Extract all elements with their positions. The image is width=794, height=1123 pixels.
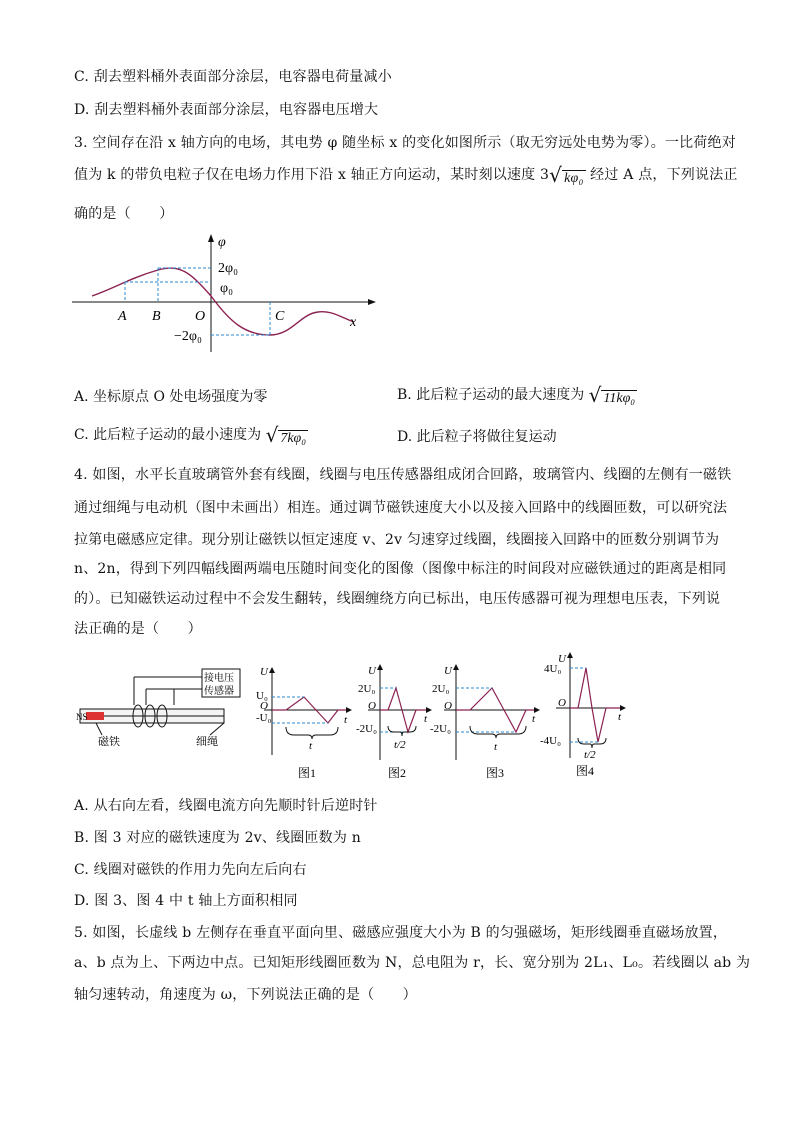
pos-label: 2U₀ bbox=[432, 683, 450, 695]
q4-stem-line1: 4. 如图，水平长直玻璃管外套有线圈，线圈与电压传感器组成闭合回路，玻璃管内、线圈的左侧有一磁铁 bbox=[74, 467, 732, 483]
o-label: O bbox=[368, 700, 376, 712]
q3-option-a: A. 坐标原点 O 处电场强度为零 bbox=[74, 389, 268, 405]
voltage-curve bbox=[570, 668, 620, 742]
u-label: U bbox=[558, 653, 566, 665]
q3-option-b-radicand: 11kφ₀ bbox=[603, 391, 636, 406]
q5-stem-line1: 5. 如图，长虚线 b 左侧存在垂直平面向里、磁感应强度大小为 B 的匀强磁场，矩形线圈垂直磁场放置， bbox=[74, 925, 728, 941]
o-label: O bbox=[444, 700, 452, 712]
span-label: t/2 bbox=[584, 749, 596, 761]
magnet-pointer bbox=[96, 723, 102, 735]
q3-option-b-text: B. 此后粒子运动的最大速度为 bbox=[397, 387, 589, 403]
pos-label: 4U₀ bbox=[544, 663, 562, 675]
y-axis-arrow bbox=[208, 234, 214, 242]
rope-pointer bbox=[210, 723, 224, 735]
caption: 图1 bbox=[298, 766, 317, 780]
o-label: O bbox=[558, 697, 566, 709]
u-label: U bbox=[368, 665, 376, 677]
label-A: A bbox=[118, 309, 127, 324]
t-label: t bbox=[424, 713, 428, 725]
label-phi-axis: φ bbox=[218, 235, 226, 250]
q3-option-b bbox=[397, 383, 637, 407]
label-phi0: φ₀ bbox=[220, 281, 233, 296]
sensor-label-2: 传感器 bbox=[204, 686, 234, 697]
q4-graph-3 bbox=[430, 660, 544, 782]
q3-stem-line2 bbox=[74, 163, 738, 187]
pos-label: 2U₀ bbox=[358, 683, 376, 695]
u-label: U bbox=[444, 665, 452, 677]
label-O: O bbox=[195, 309, 206, 324]
u-axis-arrow bbox=[269, 667, 275, 673]
magnet-label: 磁铁 bbox=[98, 736, 120, 748]
q4-option-d: D. 图 3、图 4 中 t 轴上方面积相同 bbox=[74, 893, 298, 909]
span-brace bbox=[578, 738, 606, 748]
q4-stem-line6: 法正确的是（ ） bbox=[74, 621, 202, 637]
neg-label: -2U₀ bbox=[356, 723, 377, 735]
q3-option-c-radicand: 7kφ₀ bbox=[280, 431, 307, 446]
q3-option-b-sqrt: √ 11kφ₀ bbox=[588, 383, 636, 407]
caption: 图2 bbox=[388, 766, 407, 780]
magnet-icon bbox=[86, 712, 104, 720]
q4-option-a: A. 从右向左看，线圈电流方向先顺时针后逆时针 bbox=[74, 798, 378, 814]
u-axis-arrow bbox=[377, 664, 383, 670]
span-label: t/2 bbox=[394, 739, 406, 751]
q4-graph-1 bbox=[256, 665, 356, 783]
pos-label: U₀ bbox=[256, 690, 268, 702]
q3-option-c-text: C. 此后粒子运动的最小速度为 bbox=[74, 427, 266, 443]
label-2phi0: 2φ₀ bbox=[218, 261, 238, 276]
q3-speed-sqrt: √ kφ₀ bbox=[549, 163, 584, 187]
t-label: t bbox=[532, 713, 536, 725]
label-neg2phi0: −2φ₀ bbox=[174, 329, 202, 344]
x-axis-arrow bbox=[368, 299, 376, 305]
q3-option-d: D. 此后粒子将做往复运动 bbox=[397, 429, 557, 445]
q3-stem-line2-part1: 值为 k 的带负电粒子仅在电场力作用下沿 x 轴正方向运动，某时刻以速度 3 bbox=[74, 167, 550, 183]
q3-option-c-sqrt: √ 7kφ₀ bbox=[265, 423, 307, 447]
q5-stem-line3: 轴匀速转动，角速度为 ω，下列说法正确的是（ ） bbox=[74, 987, 417, 1003]
q3-speed-radicand: kφ₀ bbox=[564, 171, 584, 186]
t-label: t bbox=[618, 711, 622, 723]
o-label: O bbox=[260, 700, 268, 712]
u-label: U bbox=[260, 666, 268, 678]
rope-label: 细绳 bbox=[196, 736, 218, 748]
q3-potential-graph bbox=[70, 230, 380, 355]
span-brace bbox=[286, 727, 338, 739]
caption: 图4 bbox=[576, 764, 595, 778]
q2-option-d: D. 刮去塑料桶外表面部分涂层，电容器电压增大 bbox=[74, 102, 379, 118]
q4-stem-line3: 拉第电磁感应定律。现分别让磁铁以恒定速度 v、2v 匀速穿过线圈，线圈接入回路中的匝数分别调节为 bbox=[74, 532, 720, 548]
q3-stem-line1: 3. 空间存在沿 x 轴方向的电场，其电势 φ 随坐标 x 的变化如图所示（取无穷远处电势为零）。一比荷绝对 bbox=[74, 135, 736, 151]
label-x-axis: x bbox=[350, 315, 357, 330]
neg-label: -U₀ bbox=[256, 712, 272, 724]
u-axis-arrow bbox=[567, 652, 573, 658]
q3-stem-line3: 确的是（ ） bbox=[74, 206, 174, 222]
q4-apparatus-diagram bbox=[74, 665, 254, 750]
q5-stem-line2: a、b 点为上、下两边中点。已知矩形线圈匝数为 N，总电阻为 r，长、宽分别为 2L₁、L₀。若线圈以 ab 为 bbox=[74, 955, 751, 971]
q2-option-c: C. 刮去塑料桶外表面部分涂层，电容器电荷量减小 bbox=[74, 69, 392, 85]
label-B: B bbox=[152, 309, 161, 324]
sensor-label-1: 接电压 bbox=[204, 673, 234, 684]
label-C: C bbox=[275, 309, 285, 324]
span-label: t bbox=[494, 741, 498, 753]
q3-option-c bbox=[74, 423, 308, 447]
q4-stem-line4: n、2n，得到下列四幅线圈两端电压随时间变化的图像（图像中标注的时间段对应磁铁通过的距离是相同 bbox=[74, 561, 727, 577]
q4-option-c: C. 线圈对磁铁的作用力先向左后向右 bbox=[74, 862, 307, 878]
caption: 图3 bbox=[486, 766, 505, 780]
q3-stem-line2-part2: 经过 A 点，下列说法正 bbox=[585, 167, 738, 183]
q4-option-b: B. 图 3 对应的磁铁速度为 2v、线圈匝数为 n bbox=[74, 830, 361, 846]
span-brace bbox=[388, 726, 416, 736]
u-axis-arrow bbox=[453, 664, 459, 670]
t-axis-arrow bbox=[346, 707, 352, 713]
q4-graph-4 bbox=[540, 648, 630, 782]
q4-stem-line2: 通过细绳与电动机（图中未画出）相连。通过调节磁铁速度大小以及接入回路中的线圈匝数，可以研究法 bbox=[74, 500, 728, 516]
q4-graph-2 bbox=[356, 660, 436, 782]
q4-stem-line5: 的）。已知磁铁运动过程中不会发生翻转，线圈缠绕方向已标出，电压传感器可视为理想电压表，下列说 bbox=[74, 591, 721, 607]
neg-label: -2U₀ bbox=[430, 723, 451, 735]
span-label: t bbox=[309, 740, 313, 752]
magnet-ns-label: NS bbox=[76, 712, 88, 722]
neg-label: -4U₀ bbox=[540, 735, 561, 747]
t-label: t bbox=[344, 714, 348, 726]
